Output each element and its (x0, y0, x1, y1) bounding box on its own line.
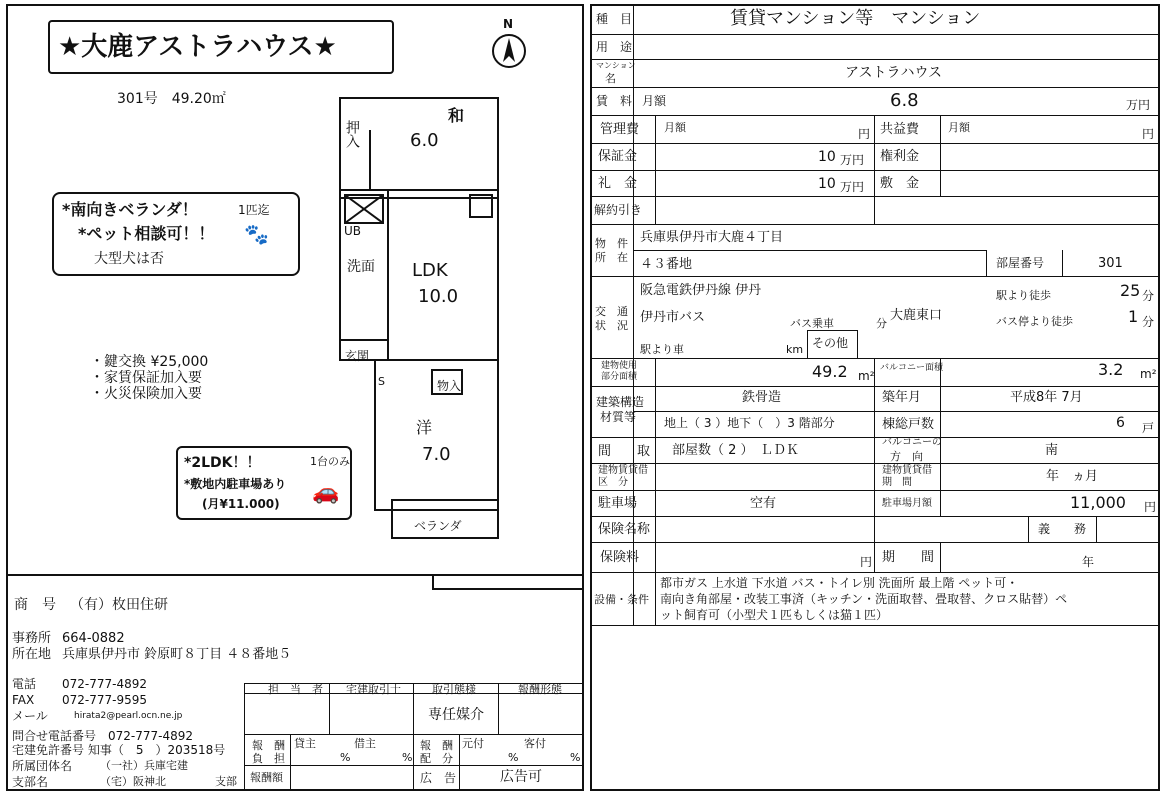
fee-amount-label: 報酬額 (250, 771, 283, 784)
property-title: ★大鹿アストラハウス★ (58, 32, 337, 62)
kanri-label: 管理費 (600, 122, 640, 137)
room-no: 301 (1098, 256, 1123, 271)
parking-fee-label: 駐車場月額 (882, 498, 932, 509)
direction: 南 (1045, 443, 1059, 458)
hoshokin-label: 保証金 (598, 149, 638, 164)
genkan-label: 玄関 (345, 349, 370, 363)
kikan-label: 期 間 (882, 477, 912, 488)
pet-icon: 🐾 (244, 222, 269, 246)
promo-line: *2LDK！！ (184, 455, 261, 471)
shumoku-label: 種 目 (596, 12, 633, 26)
room-no-label: 部屋番号 (996, 256, 1045, 270)
company-address: 兵庫県伊丹市 鈴原町８丁目 ４８番地５ (62, 647, 292, 662)
unit-info: 301号 49.20㎡ (117, 91, 226, 107)
walk-min: 25 (1120, 281, 1141, 300)
north-label: N (503, 17, 514, 31)
promo-box-parking (176, 446, 352, 520)
property-name: アストラハウス (845, 65, 943, 81)
period-unit: 年 (1082, 555, 1095, 569)
bus-walk-unit: 分 (1142, 315, 1155, 329)
closet-label: 物入 (437, 379, 462, 393)
fax-label: FAX (12, 693, 35, 707)
hoshokin-unit: 万円 (840, 153, 865, 167)
pct: % (402, 751, 413, 764)
car-unit: km (786, 343, 804, 356)
office-label: 事務所 (12, 631, 52, 646)
room-wa-size: 6.0 (410, 130, 439, 151)
promo-note: 1匹迄 (238, 203, 270, 217)
promo-line: *ペット相談可！！ (78, 224, 215, 243)
premium-unit: 円 (860, 555, 873, 569)
madori-label: 間 取 (598, 444, 651, 459)
office-zip: 664-0882 (62, 631, 125, 646)
balcony-area: 3.2 (1098, 360, 1124, 379)
rent-label: 賃 料 (596, 94, 633, 108)
bus-walk-label: バス停より徒歩 (996, 315, 1073, 328)
col-header: 担 当 者 (268, 683, 323, 696)
units-suffix: 戸 (1142, 421, 1155, 435)
divider (432, 588, 584, 590)
units: 6 (1116, 415, 1125, 431)
structure: 鉄骨造 (742, 390, 782, 405)
kashinushi: 貸主 (294, 737, 316, 750)
kyoeki-unit: 円 (1142, 127, 1155, 141)
ub-label: UB (344, 224, 362, 238)
reikin-unit: 万円 (840, 180, 865, 194)
promo-note: 1台のみ (310, 455, 350, 468)
address-line1: 兵庫県伊丹市大鹿４丁目 (640, 230, 784, 245)
insurer-label: 保険名称 (598, 522, 651, 537)
other-label: その他 (812, 336, 849, 350)
license-no: 宅建免許番号 知事（ 5 ）203518号 (12, 743, 226, 757)
condition-bullet: ・鍵交換 ¥25,000 (90, 354, 209, 370)
kaiyaku-label: 解約引き (594, 203, 643, 217)
rent-value: 6.8 (890, 90, 919, 111)
pct: % (340, 751, 351, 764)
kubun-label: 建物賃貸借 (598, 465, 648, 476)
col-header: 取引態様 (432, 683, 476, 696)
kubun-label: 区 分 (598, 477, 628, 488)
kenri-label: 権利金 (880, 149, 920, 164)
title-banner (48, 20, 394, 74)
kotsu-label: 状 況 (595, 319, 628, 332)
fax: 072-777-9595 (62, 693, 148, 707)
mail-label: メール (12, 709, 48, 723)
address-line2: ４３番地 (640, 257, 693, 272)
area-label: 部分面積 (601, 372, 638, 382)
structure-label: 材質等 (600, 410, 637, 424)
kyoeki-monthly: 月額 (948, 121, 970, 134)
shoes-label: S (378, 375, 385, 388)
name-label: マンション (596, 61, 636, 70)
obligation: 義 務 (1038, 522, 1087, 536)
address-label: 所在地 (12, 647, 52, 662)
parking-fee: 11,000 (1070, 493, 1126, 512)
setsubi-line: 南向き角部屋・改装工事済（キッチン・洗面取替、畳取替、クロス貼替）ペ (660, 592, 1068, 606)
walk-unit: 分 (1142, 289, 1155, 303)
name-label: 名 (605, 72, 616, 85)
fee-label: 負 担 (252, 752, 285, 765)
parking-label: 駐車場 (598, 496, 638, 511)
mail: hirata2@pearl.ocn.ne.jp (74, 711, 183, 721)
bus-ride-unit: 分 (876, 317, 887, 330)
period-label: 期 間 (882, 550, 935, 565)
col-header: 報酬形態 (518, 683, 562, 696)
pct: % (570, 751, 581, 764)
built-label: 築年月 (882, 390, 922, 405)
shikikin-label: 敷 金 (880, 176, 920, 191)
divider (6, 574, 584, 576)
area-label: 建物使用 (601, 361, 638, 371)
direction-label: 方 向 (890, 450, 923, 463)
inquiry-tel: 問合せ電話番号 072-777-4892 (12, 729, 194, 743)
fee-label: 報 酬 (252, 739, 285, 752)
shumoku-value: 賃貸マンション等 マンション (730, 8, 981, 29)
org2: （宅）阪神北 (100, 775, 166, 788)
kyakuzuke: 客付 (524, 737, 546, 750)
ad-label: 広 告 (420, 771, 457, 785)
org-label: 所属団体名 (12, 759, 73, 773)
parking-fee-unit: 円 (1144, 500, 1157, 514)
walk-label: 駅より徒歩 (996, 289, 1051, 302)
bus-company: 伊丹市バス (640, 310, 706, 325)
promo-line: *敷地内駐車場あり (184, 477, 287, 491)
trade-name: （有）枚田住研 (70, 597, 168, 613)
trade-name-label: 商 号 (14, 597, 56, 613)
promo-line: *南向きベランダ！ (62, 200, 198, 219)
area-unit: m² (858, 369, 875, 383)
youshitsu-size: 7.0 (422, 444, 451, 465)
org1: （一社）兵庫宅建 (100, 759, 188, 772)
youshitsu-label: 洋 (416, 418, 433, 437)
kikan-label: 建物賃貸借 (882, 465, 932, 476)
hoshokin-value: 10 (818, 149, 836, 165)
condition-bullet: ・家賃保証加入要 (90, 370, 202, 386)
bukken-label: 所 在 (595, 251, 628, 264)
promo-line: (月¥11.000) (202, 497, 280, 511)
balcony-area-unit: m² (1140, 367, 1157, 381)
condition-bullet: ・火災保険加入要 (90, 386, 202, 402)
area-value: 49.2 (812, 362, 848, 381)
parking: 空有 (750, 496, 777, 511)
kyoeki-label: 共益費 (880, 122, 920, 137)
kotsu-label: 交 通 (595, 305, 628, 318)
col-header: 宅建取引士 (346, 683, 401, 696)
madori: 部屋数（ 2 ） ＬＤＫ (672, 443, 800, 458)
kanri-monthly: 月額 (664, 121, 686, 134)
tel-label: 電話 (12, 677, 37, 691)
kanri-unit: 円 (858, 127, 871, 141)
floorplan-drawing (330, 90, 505, 550)
rent-unit: 万円 (1126, 98, 1151, 112)
divider (432, 574, 434, 588)
reikin-label: 礼 金 (598, 176, 638, 191)
kikan: 年 ヵ月 (1046, 469, 1099, 484)
room-wa-label: 和 (448, 106, 465, 125)
branch-label: 支部名 (12, 775, 49, 789)
structure-label: 建築構造 (596, 395, 645, 409)
units-label: 棟総戸数 (882, 417, 935, 432)
bus-stop: 大鹿東口 (890, 308, 943, 323)
oshiire-label: 押入 (344, 120, 360, 148)
setsubi-line: 都市ガス 上水道 下水道 バス・トイレ別 洗面所 最上階 ペット可・ (660, 576, 1019, 590)
direction-label: バルコニーの (882, 437, 942, 448)
bath-label: 洗面 (347, 259, 375, 275)
floors: 地上（ 3 ）地下（ ）3 階部分 (664, 416, 835, 430)
north-compass-icon (492, 34, 526, 68)
ldk-size: 10.0 (418, 286, 459, 307)
car-label: 駅より車 (640, 343, 684, 356)
youto-label: 用 途 (596, 40, 633, 54)
ldk-label: LDK (412, 260, 448, 281)
reikin-value: 10 (818, 176, 836, 192)
pct: % (508, 751, 519, 764)
karinushi: 借主 (354, 737, 376, 750)
alloc-label: 配 分 (420, 752, 453, 765)
rent-monthly: 月額 (642, 94, 667, 108)
transaction-mode: 専任媒介 (428, 707, 484, 723)
premium-label: 保険料 (600, 550, 640, 565)
setsubi-label: 設備・条件 (594, 593, 649, 606)
alloc-label: 報 酬 (420, 739, 453, 752)
tel: 072-777-4892 (62, 677, 148, 691)
promo-box-pet (52, 192, 300, 276)
train-line: 阪急電鉄伊丹線 伊丹 (640, 283, 762, 298)
bus-ride-label: バス乗車 (790, 317, 834, 330)
promo-line: 大型犬は否 (94, 251, 164, 267)
branch-suffix: 支部 (215, 775, 237, 788)
bus-walk-min: 1 (1128, 307, 1139, 326)
built: 平成8年 7月 (1010, 390, 1083, 405)
veranda-label: ベランダ (414, 519, 462, 533)
ad-value: 広告可 (500, 769, 542, 785)
car-icon: 🚗 (312, 480, 340, 505)
balcony-area-label: バルコニー面積 (880, 363, 944, 373)
bukken-label: 物 件 (595, 237, 628, 250)
motozuke: 元付 (462, 737, 484, 750)
setsubi-line: ット飼育可（小型犬１匹もしくは猫１匹） (660, 608, 889, 622)
